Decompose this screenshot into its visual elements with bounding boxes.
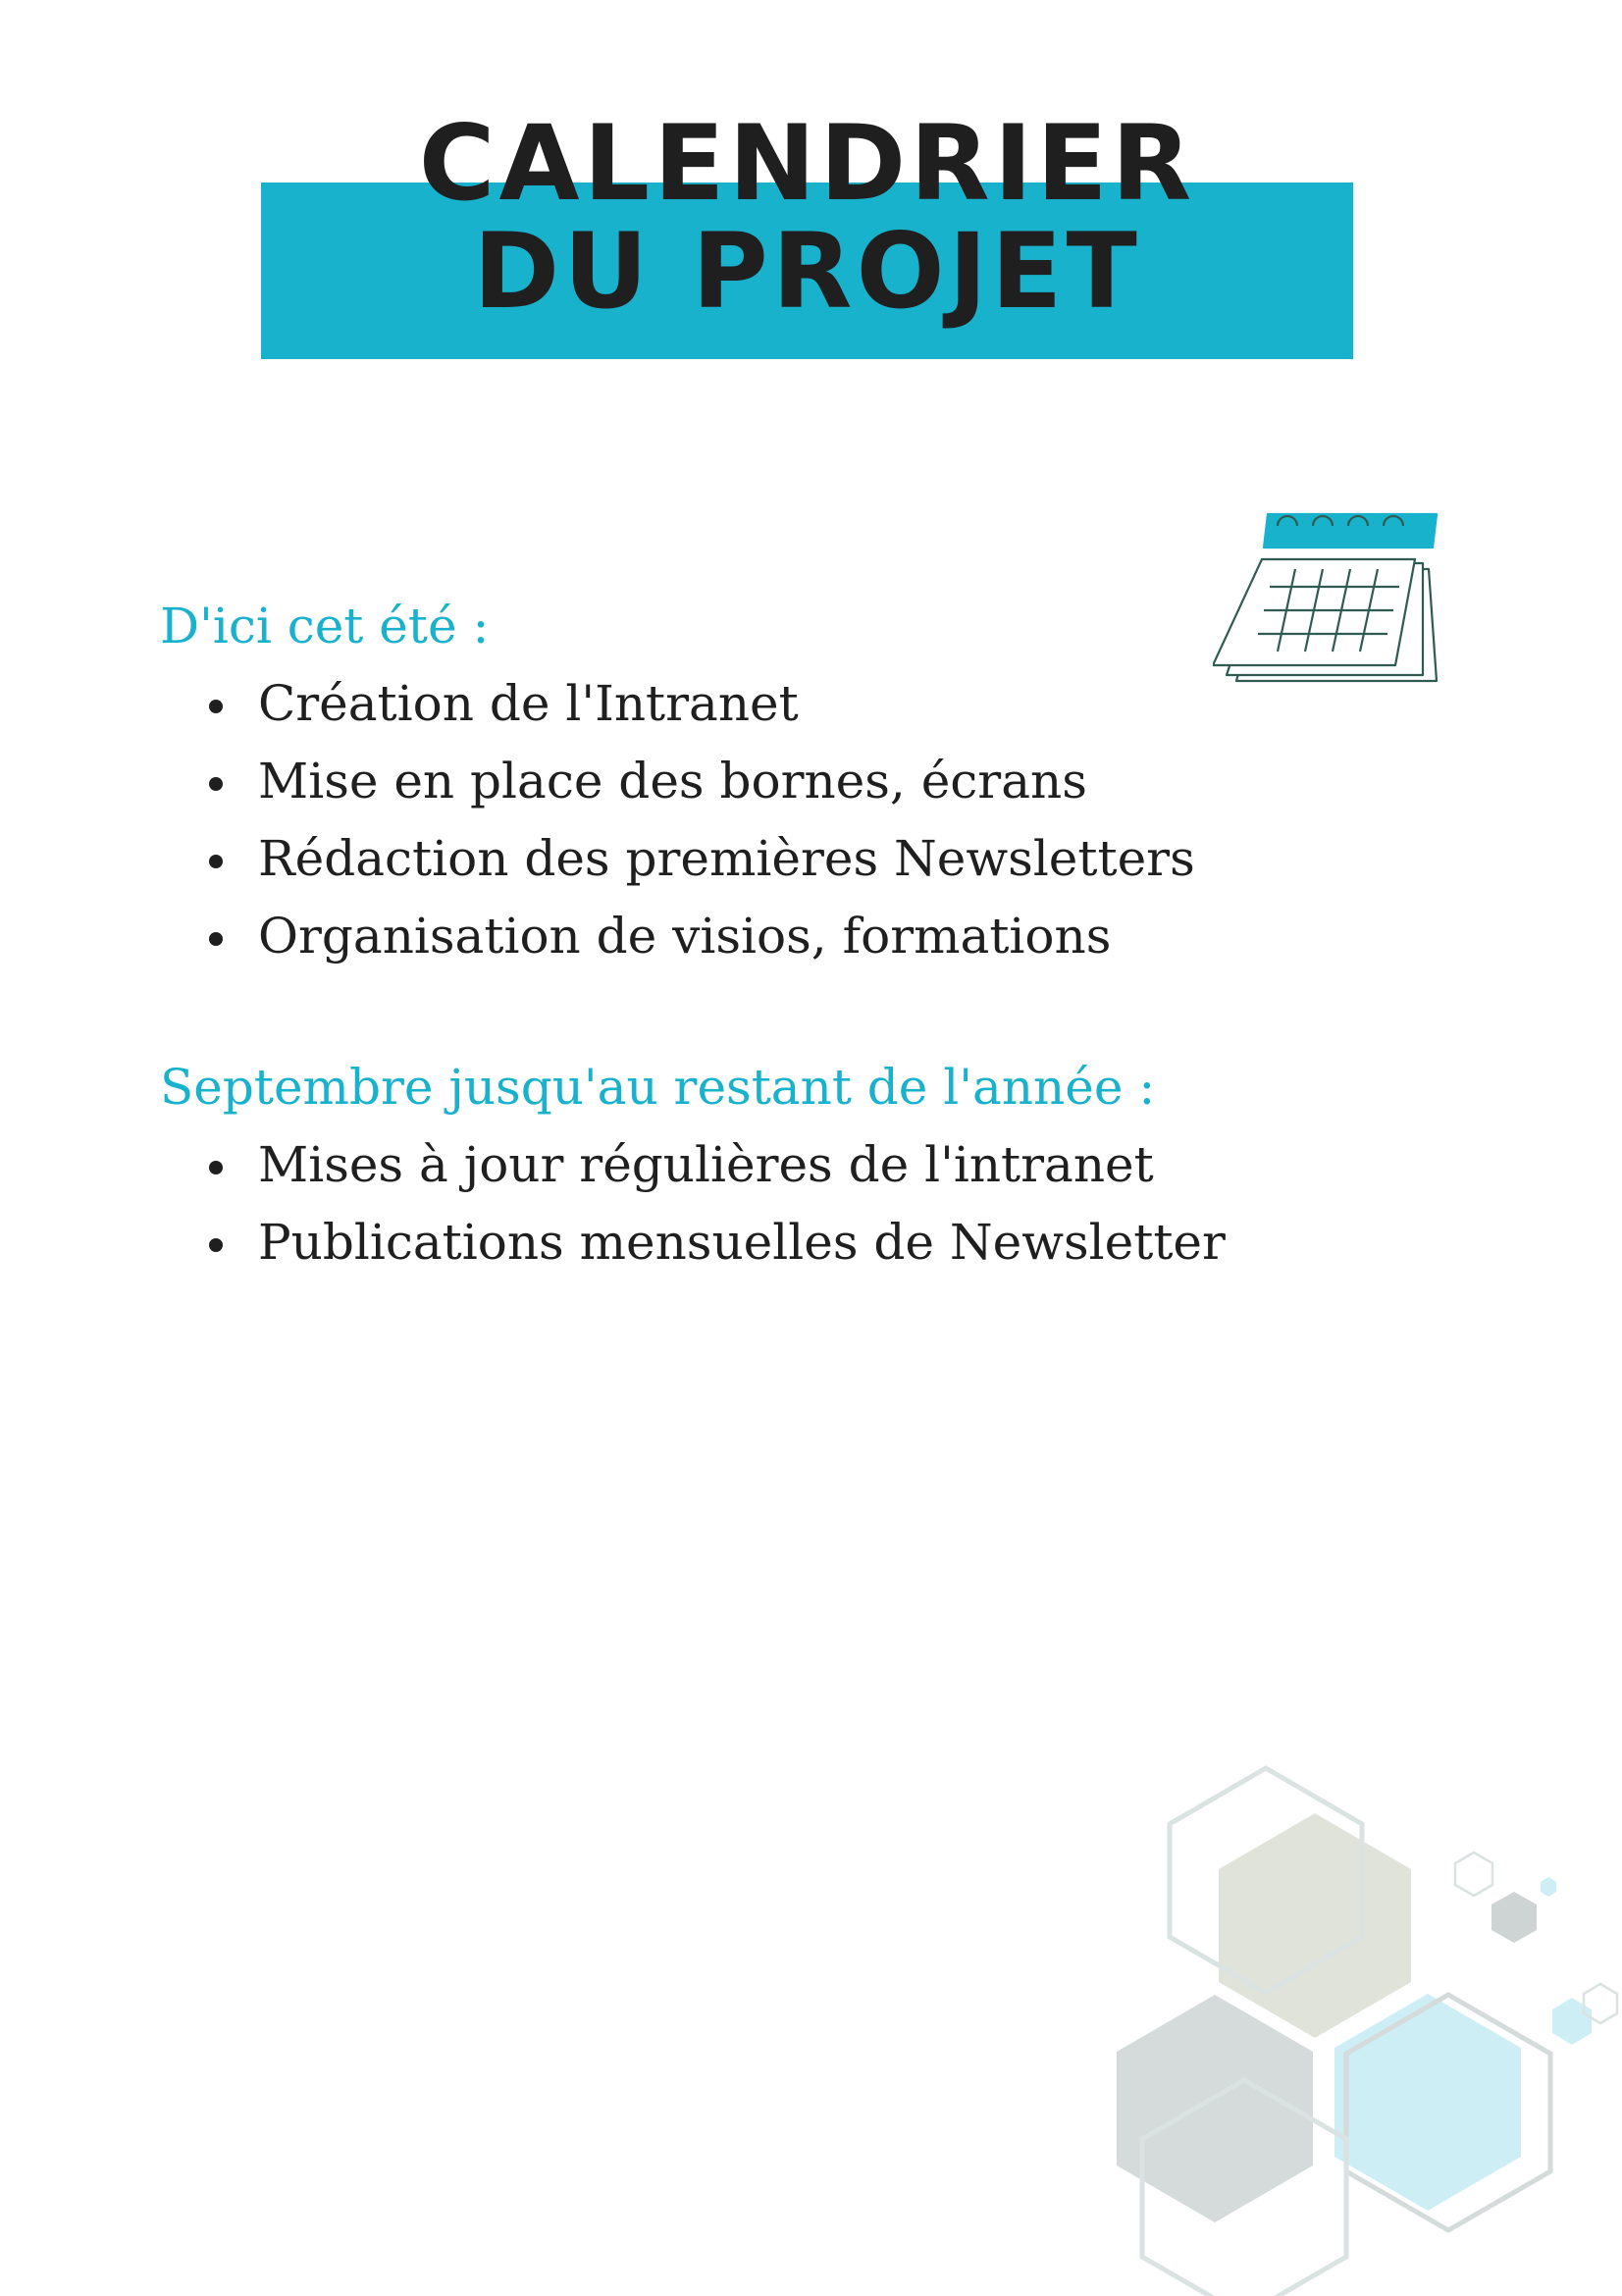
page-title bbox=[261, 103, 1353, 332]
section-heading-summer: D'ici cet été : bbox=[160, 598, 490, 654]
list-item: Publications mensuelles de Newsletter bbox=[160, 1204, 1226, 1281]
september-task-list bbox=[160, 1126, 1226, 1281]
list-item: Mise en place des bornes, écrans bbox=[160, 743, 1195, 820]
summer-task-list bbox=[160, 665, 1195, 975]
list-item: Création de l'Intranet bbox=[160, 665, 1195, 743]
page-title-line-1: CALENDRIER bbox=[418, 103, 1196, 224]
calendar-icon bbox=[1213, 508, 1448, 685]
list-item: Rédaction des premières Newsletters bbox=[160, 820, 1195, 898]
list-item: Mises à jour régulières de l'intranet bbox=[160, 1126, 1226, 1204]
list-item: Organisation de visios, formations bbox=[160, 898, 1195, 975]
section-heading-september: Septembre jusqu'au restant de l'année : bbox=[160, 1059, 1156, 1116]
hexagon-pattern-decoration bbox=[1099, 1756, 1622, 2296]
page-title-line-2: DU PROJET bbox=[473, 211, 1141, 332]
